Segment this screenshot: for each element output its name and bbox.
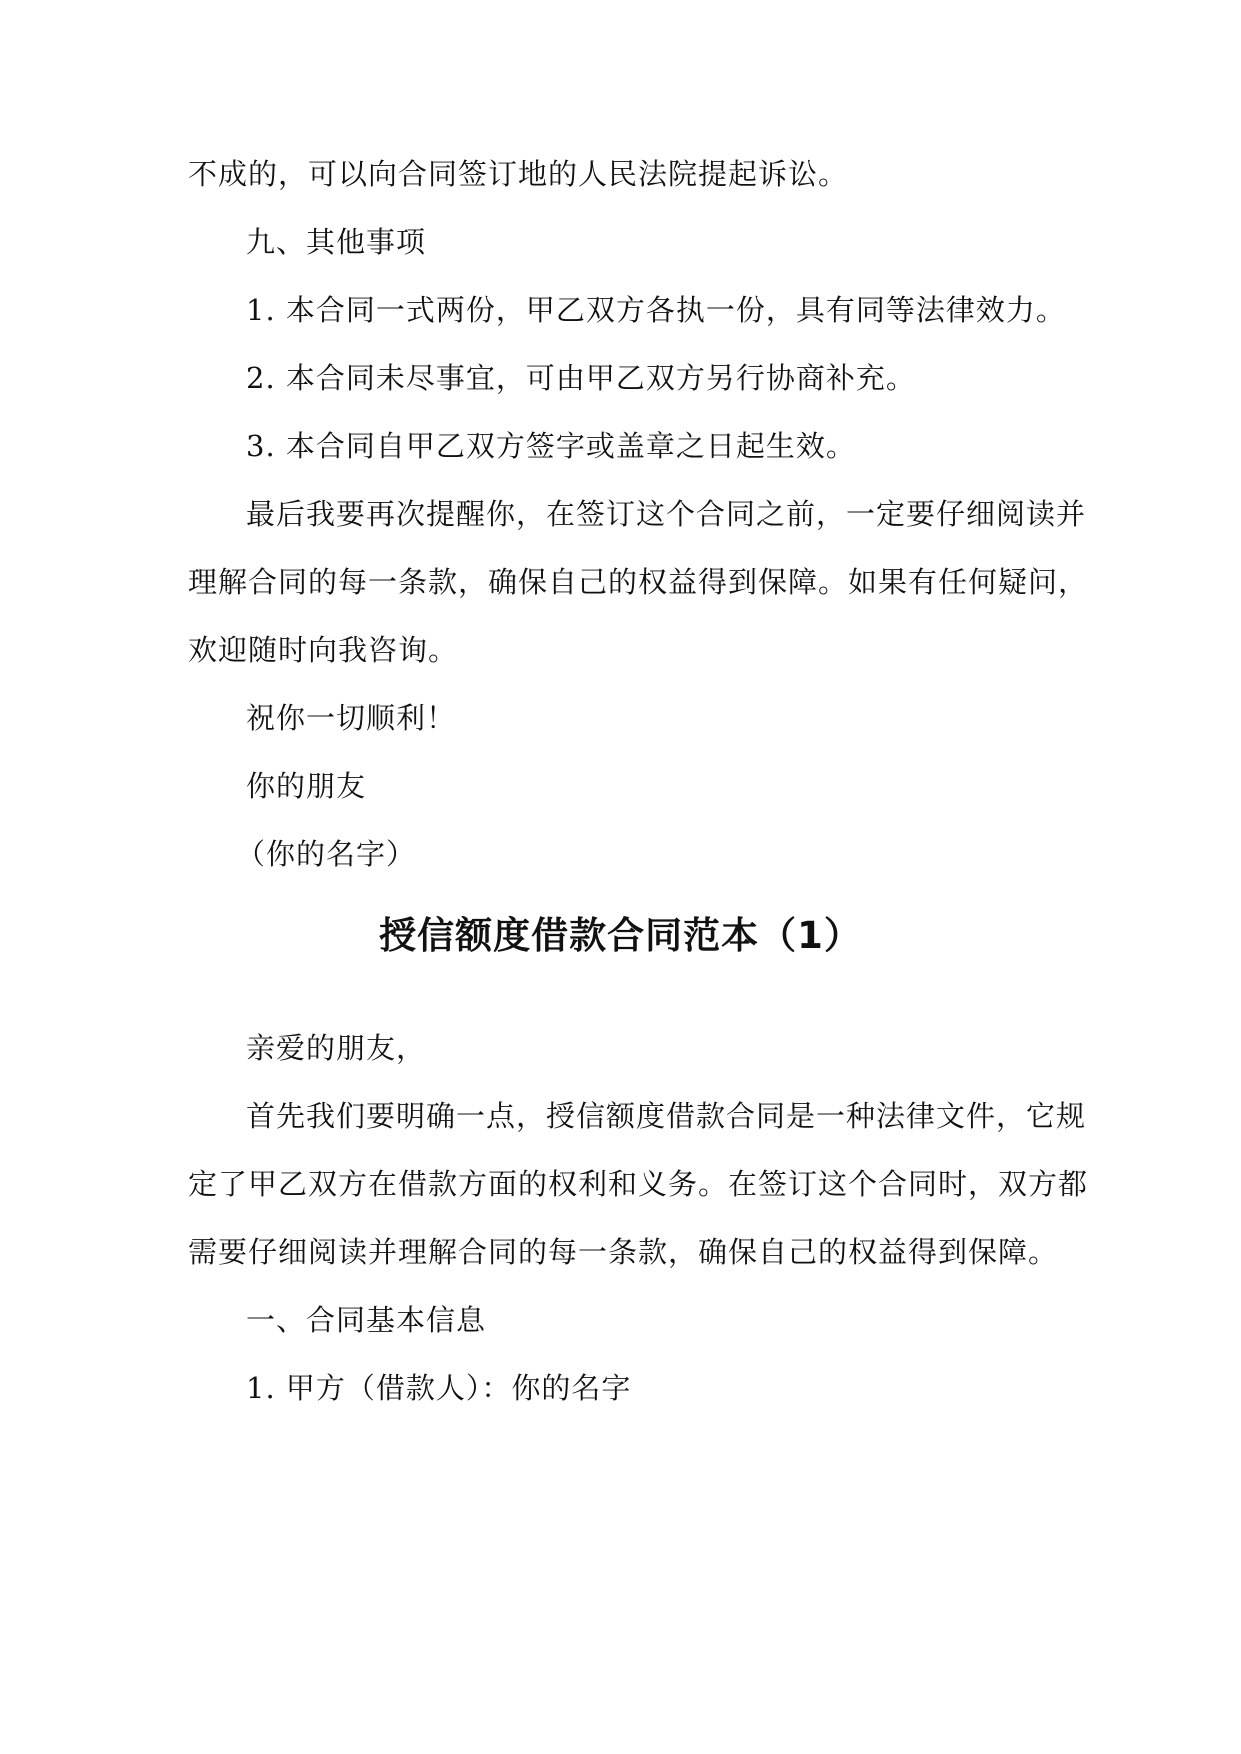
paragraph-line: 首先我们要明确一点，授信额度借款合同是一种法律文件，它规 [246, 1099, 1087, 1133]
paragraph-line: 不成的，可以向合同签订地的人民法院提起诉讼。 [188, 157, 849, 191]
list-item: 3. 本合同自甲乙双方签字或盖章之日起生效。 [246, 429, 856, 463]
section-heading: 一、合同基本信息 [246, 1303, 487, 1337]
signature-label: 你的朋友 [246, 769, 367, 803]
paragraph-line: 欢迎随时向我咨询。 [188, 633, 459, 667]
section-heading: 九、其他事项 [246, 225, 427, 259]
paragraph-line: 最后我要再次提醒你，在签订这个合同之前，一定要仔细阅读并 [246, 497, 1087, 531]
list-item: 2. 本合同未尽事宜，可由甲乙双方另行协商补充。 [246, 361, 916, 395]
signature-name: （你的名字） [236, 837, 417, 871]
list-item: 1. 甲方（借款人）：你的名字 [246, 1371, 632, 1405]
closing-greeting: 祝你一切顺利！ [246, 701, 457, 735]
list-item: 1. 本合同一式两份，甲乙双方各执一份，具有同等法律效力。 [246, 293, 1066, 327]
document-title: 授信额度借款合同范本（1） [379, 914, 862, 957]
paragraph-line: 理解合同的每一条款，确保自己的权益得到保障。如果有任何疑问， [188, 565, 1089, 599]
salutation: 亲爱的朋友， [246, 1031, 427, 1065]
paragraph-line: 定了甲乙双方在借款方面的权利和义务。在签订这个合同时，双方都 [188, 1167, 1089, 1201]
paragraph-line: 需要仔细阅读并理解合同的每一条款，确保自己的权益得到保障。 [188, 1235, 1059, 1269]
